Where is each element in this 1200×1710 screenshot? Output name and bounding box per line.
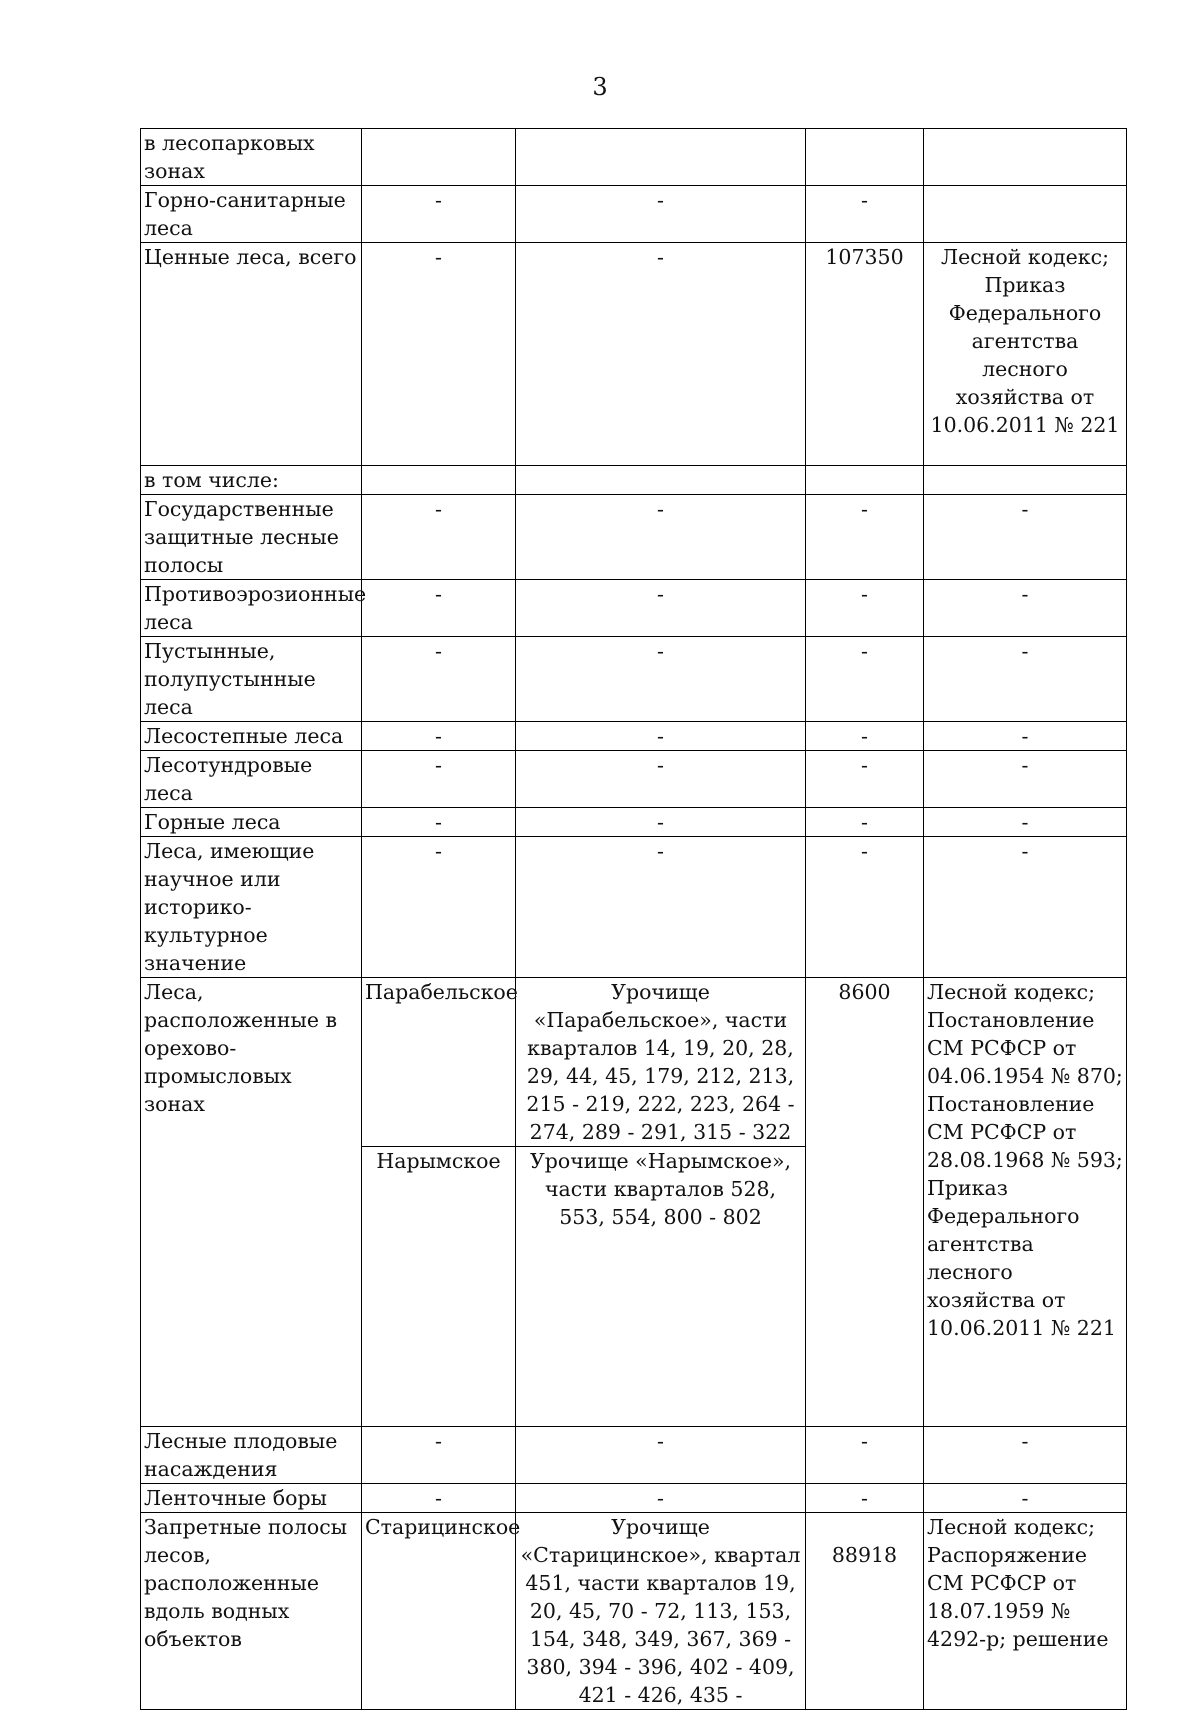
location-cell: -: [516, 808, 806, 837]
basis-cell: -: [924, 751, 1127, 808]
basis-cell: Лесной кодекс; Постановление СМ РСФСР от 04.06.1954 № 870; Постановление СМ РСФСР от 28.08.1968 № 593; Приказ Федерального агентства лесного хозяйства от 10.06.2011 № 221: [924, 978, 1127, 1427]
forestry-cell: -: [362, 751, 516, 808]
area-cell: [806, 129, 924, 186]
location-cell: -: [516, 751, 806, 808]
location-cell: Урочище «Парабельское», части кварталов 14, 19, 20, 28, 29, 44, 45, 179, 212, 213, 215 - 219, 222, 223, 264 - 274, 289 - 291, 315 - 322: [516, 978, 806, 1147]
category-name: в том числе:: [141, 466, 362, 495]
table-row: [141, 580, 1127, 637]
table-row: [141, 637, 1127, 722]
basis-cell: -: [924, 722, 1127, 751]
table-row: [141, 1513, 1127, 1710]
location-cell: -: [516, 837, 806, 978]
page-number: 3: [592, 73, 608, 101]
location-cell: -: [516, 186, 806, 243]
area-cell: 8600: [806, 978, 924, 1427]
forest-categories-table: [140, 128, 1127, 1710]
table-row: [141, 837, 1127, 978]
location-cell: [516, 466, 806, 495]
table-row: [141, 751, 1127, 808]
table-row: [141, 186, 1127, 243]
location-cell: Урочище «Старицинское», квартал 451, части кварталов 19, 20, 45, 70 - 72, 113, 153, 154, 348, 349, 367, 369 - 380, 394 - 396, 402 - 409, 421 - 426, 435 -: [516, 1513, 806, 1710]
basis-cell: -: [924, 1427, 1127, 1484]
basis-cell: [924, 466, 1127, 495]
table-row: [141, 1427, 1127, 1484]
basis-cell: [924, 186, 1127, 243]
category-name: Государственные защитные лесные полосы: [141, 495, 362, 580]
forestry-cell: -: [362, 1427, 516, 1484]
location-cell: -: [516, 580, 806, 637]
forestry-cell: Нарымское: [362, 1147, 516, 1427]
basis-cell: Лесной кодекс; Приказ Федерального агентства лесного хозяйства от 10.06.2011 № 221: [924, 243, 1127, 466]
forestry-cell: -: [362, 637, 516, 722]
basis-cell: Лесной кодекс; Распоряжение СМ РСФСР от 18.07.1959 № 4292-р; решение: [924, 1513, 1127, 1710]
category-name: Противоэрозионные леса: [141, 580, 362, 637]
category-name: Лесостепные леса: [141, 722, 362, 751]
forestry-cell: -: [362, 243, 516, 466]
area-cell: [806, 466, 924, 495]
table-row: [141, 129, 1127, 186]
category-name: Лесотундровые леса: [141, 751, 362, 808]
location-cell: Урочище «Нарымское», части кварталов 528, 553, 554, 800 - 802: [516, 1147, 806, 1427]
basis-cell: -: [924, 1484, 1127, 1513]
category-name: Горно-санитарные леса: [141, 186, 362, 243]
location-cell: -: [516, 637, 806, 722]
table-row: [141, 243, 1127, 466]
basis-cell: [924, 129, 1127, 186]
forestry-cell: -: [362, 1484, 516, 1513]
table-row: [141, 978, 1127, 1147]
table-row: [141, 495, 1127, 580]
area-cell: 88918: [806, 1513, 924, 1710]
area-cell: -: [806, 495, 924, 580]
category-name: Горные леса: [141, 808, 362, 837]
forestry-cell: Старицинское: [362, 1513, 516, 1710]
location-cell: [516, 129, 806, 186]
forestry-cell: -: [362, 837, 516, 978]
location-cell: -: [516, 1427, 806, 1484]
area-cell: -: [806, 1427, 924, 1484]
basis-cell: -: [924, 495, 1127, 580]
category-name: Леса, имеющие научное или историко-культурное значение: [141, 837, 362, 978]
location-cell: -: [516, 495, 806, 580]
area-cell: 107350: [806, 243, 924, 466]
basis-cell: -: [924, 637, 1127, 722]
basis-cell: -: [924, 808, 1127, 837]
forestry-cell: -: [362, 808, 516, 837]
basis-cell: -: [924, 837, 1127, 978]
table-row: [141, 722, 1127, 751]
category-name: Пустынные, полупустынные леса: [141, 637, 362, 722]
area-cell: -: [806, 722, 924, 751]
forestry-cell: -: [362, 186, 516, 243]
category-name: Запретные полосы лесов, расположенные вдоль водных объектов: [141, 1513, 362, 1710]
area-cell: -: [806, 637, 924, 722]
table-row: [141, 466, 1127, 495]
basis-cell: -: [924, 580, 1127, 637]
location-cell: -: [516, 243, 806, 466]
location-cell: -: [516, 722, 806, 751]
forestry-cell: -: [362, 580, 516, 637]
category-name: Лесные плодовые насаждения: [141, 1427, 362, 1484]
location-cell: -: [516, 1484, 806, 1513]
forestry-cell: [362, 129, 516, 186]
category-name: в лесопарковых зонах: [141, 129, 362, 186]
forestry-cell: Парабельское: [362, 978, 516, 1147]
area-cell: -: [806, 580, 924, 637]
category-name: Ленточные боры: [141, 1484, 362, 1513]
forestry-cell: [362, 466, 516, 495]
area-cell: -: [806, 808, 924, 837]
forestry-cell: -: [362, 495, 516, 580]
area-cell: -: [806, 837, 924, 978]
area-cell: -: [806, 1484, 924, 1513]
category-name: Леса, расположенные в орехово-промысловых зонах: [141, 978, 362, 1427]
area-cell: -: [806, 186, 924, 243]
area-cell: -: [806, 751, 924, 808]
forestry-cell: -: [362, 722, 516, 751]
category-name: Ценные леса, всего: [141, 243, 362, 466]
table-row: [141, 808, 1127, 837]
table-row: [141, 1484, 1127, 1513]
